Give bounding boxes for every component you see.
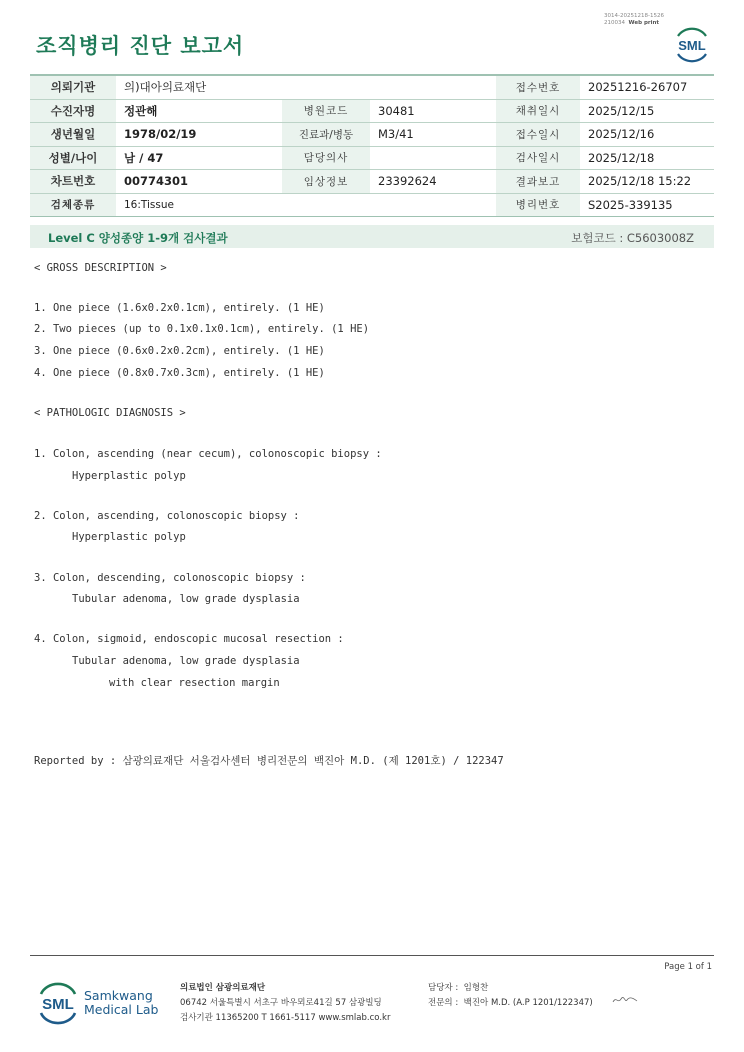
info-value: 30481 xyxy=(370,99,496,123)
diagnosis-result: Hyperplastic polyp xyxy=(72,531,186,543)
info-value: 의)대아의료재단 xyxy=(116,75,282,99)
info-label: 생년월일 xyxy=(30,123,116,147)
brand-line-2: Medical Lab xyxy=(84,1002,159,1017)
diagnosis-margin-note: with clear resection margin xyxy=(109,677,280,689)
diagnosis-result: Tubular adenoma, low grade dysplasia xyxy=(72,655,300,667)
info-label: 성별/나이 xyxy=(30,146,116,170)
info-value: 정관해 xyxy=(116,99,282,123)
info-row xyxy=(30,170,714,194)
info-label: 진료과/병동 xyxy=(282,123,370,147)
specialist-label: 전문의 : xyxy=(428,998,459,1008)
info-label: 차트번호 xyxy=(30,170,116,194)
info-row xyxy=(30,146,714,170)
info-label: 병원코드 xyxy=(282,99,370,123)
gross-item: 2. Two pieces (up to 0.1x0.1x0.1cm), entirely. (1 HE) xyxy=(34,323,370,335)
staff-name: 임형찬 xyxy=(463,983,489,993)
info-value: 2025/12/18 xyxy=(580,146,714,170)
gross-item: 4. One piece (0.8x0.7x0.3cm), entirely. (1 HE) xyxy=(34,367,325,379)
brand-line-1: Samkwang xyxy=(84,988,153,1003)
footer-staff xyxy=(428,981,593,1011)
sml-footer-logo-icon xyxy=(36,980,80,1026)
diagnosis-header: < PATHOLOGIC DIAGNOSIS > xyxy=(34,407,186,419)
print-info xyxy=(604,13,664,27)
info-label: 담당의사 xyxy=(282,146,370,170)
info-value: 2025/12/15 xyxy=(580,99,714,123)
diagnosis-site: 4. Colon, sigmoid, endoscopic mucosal resection : xyxy=(34,633,344,645)
page-number: Page 1 of 1 xyxy=(664,962,712,972)
footer-divider xyxy=(30,955,714,956)
info-row xyxy=(30,75,714,99)
info-label: 수진자명 xyxy=(30,99,116,123)
org-name: 의료법인 삼광의료재단 xyxy=(180,983,266,993)
info-label: 검체종류 xyxy=(30,193,116,217)
info-value: 1978/02/19 xyxy=(116,123,282,147)
test-name: Level C 양성종양 1-9개 검사결과 xyxy=(48,231,228,245)
info-value: M3/41 xyxy=(370,123,496,147)
info-value xyxy=(370,146,496,170)
sml-footer-logo-text: SML xyxy=(42,996,74,1013)
info-value: 23392624 xyxy=(370,170,496,194)
gross-header: < GROSS DESCRIPTION > xyxy=(34,262,167,274)
reported-by: Reported by : 삼광의료재단 서울검사센터 병리전문의 백진아 M.D. (제 1201호) / 122347 xyxy=(34,755,504,767)
info-label: 채취일시 xyxy=(496,99,580,123)
info-value: 20251216-26707 xyxy=(580,75,714,99)
sml-logo-icon xyxy=(672,26,712,64)
page-title: 조직병리 진단 보고서 xyxy=(36,34,245,58)
signature-icon xyxy=(612,994,638,1006)
sml-logo-text: SML xyxy=(678,38,706,53)
info-label: 임상정보 xyxy=(282,170,370,194)
info-value: 남 / 47 xyxy=(116,146,282,170)
info-value: 00774301 xyxy=(116,170,282,194)
diagnosis-site: 3. Colon, descending, colonoscopic biopsy : xyxy=(34,572,306,584)
specialist-name: 백진아 M.D. (A.P 1201/122347) xyxy=(463,998,593,1008)
print-code: 210034 xyxy=(604,20,625,26)
gross-item: 1. One piece (1.6x0.2x0.1cm), entirely. (1 HE) xyxy=(34,302,325,314)
info-label: 결과보고 xyxy=(496,170,580,194)
org-address: 06742 서울특별시 서초구 바우뫼로41길 57 삼광빌딩 xyxy=(180,998,382,1008)
info-label xyxy=(282,75,370,99)
staff-label: 담당자 : xyxy=(428,983,459,993)
info-label: 검사일시 xyxy=(496,146,580,170)
info-label xyxy=(282,193,370,217)
diagnosis-site: 2. Colon, ascending, colonoscopic biopsy : xyxy=(34,510,300,522)
info-label: 접수번호 xyxy=(496,75,580,99)
info-value: S2025-339135 xyxy=(580,193,714,217)
info-row xyxy=(30,193,714,217)
insurance-code: 보험코드 : C5603008Z xyxy=(571,231,694,245)
info-value: 16:Tissue xyxy=(116,193,282,217)
info-label: 의뢰기관 xyxy=(30,75,116,99)
org-contact: 검사기관 11365200 T 1661-5117 www.smlab.co.kr xyxy=(180,1013,391,1023)
diagnosis-result: Tubular adenoma, low grade dysplasia xyxy=(72,593,300,605)
footer-organization xyxy=(180,981,390,1026)
print-mode: Web print xyxy=(628,20,660,26)
gross-item: 3. One piece (0.6x0.2x0.2cm), entirely. (1 HE) xyxy=(34,345,325,357)
footer-brand xyxy=(84,989,158,1017)
print-id: 3014-20251218-1526 xyxy=(604,13,664,19)
info-row xyxy=(30,99,714,123)
info-value xyxy=(370,193,496,217)
diagnosis-result: Hyperplastic polyp xyxy=(72,470,186,482)
info-label: 병리번호 xyxy=(496,193,580,217)
info-value xyxy=(370,75,496,99)
info-label: 접수일시 xyxy=(496,123,580,147)
info-row xyxy=(30,123,714,147)
info-value: 2025/12/16 xyxy=(580,123,714,147)
info-value: 2025/12/18 15:22 xyxy=(580,170,714,194)
diagnosis-site: 1. Colon, ascending (near cecum), colonoscopic biopsy : xyxy=(34,448,382,460)
patient-info-table xyxy=(30,74,714,217)
